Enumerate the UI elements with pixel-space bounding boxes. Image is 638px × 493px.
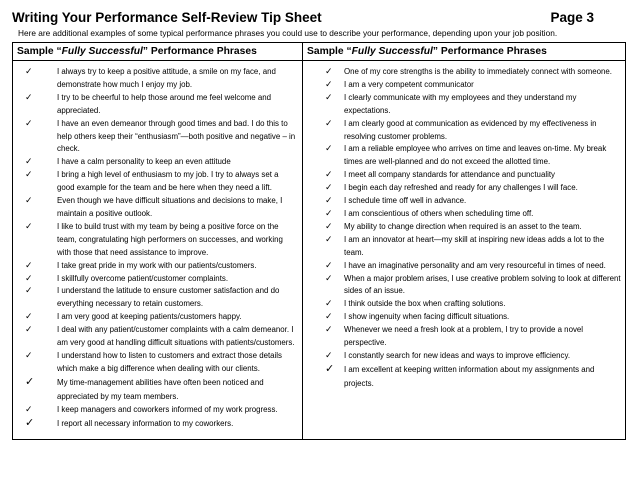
check-mark-icon: ✓: [325, 79, 333, 90]
check-mark-icon: ✓: [25, 286, 33, 297]
check-mark-icon: ✓: [325, 144, 333, 155]
check-mark-icon: ✓: [25, 118, 33, 129]
phrase-text: I have an imaginative personality and am very resourceful in times of need.: [344, 260, 606, 270]
phrase-text: I am a very competent communicator: [344, 79, 474, 89]
check-mark-icon: ✓: [325, 170, 333, 181]
phrase-item: [19, 285, 298, 311]
check-mark-icon: ✓: [325, 221, 333, 232]
right-column: [303, 43, 625, 439]
phrase-item: [325, 195, 623, 208]
phrase-text: One of my core strengths is the ability to immediately connect with someone.: [344, 67, 612, 76]
phrase-text: I have an even demeanor through good times and bad. I do this to help others keep their “enthusiasm”—both positive and negative – in check.: [57, 118, 296, 154]
phrase-item: [19, 404, 298, 417]
check-mark-icon: ✓: [325, 234, 333, 245]
phrase-text: I try to be cheerful to help those around me feel welcome and appreciated.: [57, 92, 272, 115]
phrase-text: I understand how to listen to customers and extract those details which make a big difference when dealing with our clients.: [57, 350, 283, 373]
phrase-text: My ability to change direction when required is an asset to the team.: [344, 221, 582, 231]
phrase-item: [19, 311, 298, 324]
check-mark-icon: ✓: [25, 350, 33, 361]
left-column-heading: Sample “Fully Successful” Performance Phrases: [13, 43, 302, 61]
phrase-item: [19, 156, 298, 169]
check-mark-icon: ✓: [25, 170, 33, 181]
phrase-item: [325, 324, 623, 350]
check-mark-icon: ✓: [25, 415, 35, 429]
phrase-text: I deal with any patient/customer complaints with a calm demeanor. I am very good at handling difficult situations with patients/customers.: [57, 325, 295, 348]
check-mark-icon: ✓: [325, 196, 333, 207]
check-mark-icon: ✓: [325, 260, 333, 271]
phrase-text: I begin each day refreshed and ready for any challenges I will face.: [344, 183, 578, 193]
phrase-item: [325, 92, 623, 118]
phrase-text: I bring a high level of enthusiasm to my job. I try to always set a good example for the team and be here when they need a lift.: [57, 170, 279, 193]
phrase-item: [325, 208, 623, 221]
phrase-item: [19, 221, 298, 260]
check-mark-icon: ✓: [325, 208, 333, 219]
check-mark-icon: ✓: [25, 325, 33, 336]
check-mark-icon: ✓: [25, 157, 33, 168]
phrase-item: [325, 221, 623, 234]
check-mark-icon: ✓: [325, 273, 333, 284]
phrase-item: [325, 363, 623, 391]
phrase-text: I am very good at keeping patients/customers happy.: [57, 312, 242, 322]
check-mark-icon: ✓: [25, 221, 33, 232]
phrase-item: [19, 66, 298, 92]
page-number: Page 3: [550, 10, 594, 25]
phrase-item: [325, 143, 623, 169]
left-column: [13, 43, 303, 439]
phrase-text: I understand the latitude to ensure customer satisfaction and do everything necessary to retain customers.: [57, 286, 280, 309]
check-mark-icon: ✓: [25, 404, 33, 415]
phrase-item: [19, 273, 298, 286]
phrase-text: I always try to keep a positive attitude, a smile on my face, and demonstrate how much I enjoy my job.: [57, 67, 276, 89]
phrase-item: [19, 195, 298, 221]
check-mark-icon: ✓: [25, 312, 33, 323]
phrase-item: [19, 118, 298, 157]
phrase-text: I am conscientious of others when scheduling time off.: [344, 208, 534, 218]
document-subtitle: Here are additional examples of some typical performance phrases you could use to describe your performance, depending upon your job position.: [18, 28, 558, 38]
phrase-text: I report all necessary information to my coworkers.: [57, 418, 234, 428]
phrase-text: I skillfully overcome patient/customer complaints.: [57, 273, 229, 283]
phrase-item: [325, 234, 623, 260]
phrase-text: I like to build trust with my team by being a positive force on the team, congratulating high performers on successes, and working with those that need assistance to improve.: [57, 221, 283, 257]
phrase-text: I think outside the box when crafting solutions.: [344, 299, 506, 309]
phrase-text: I am excellent at keeping written information about my assignments and projects.: [344, 364, 595, 388]
phrase-text: I clearly communicate with my employees and they understand my expectations.: [344, 92, 577, 115]
phrase-text: I am an innovator at heart—my skill at inspiring new ideas adds a lot to the team.: [344, 234, 605, 257]
check-mark-icon: ✓: [25, 260, 33, 271]
phrase-item: [325, 169, 623, 182]
phrase-text: I show ingenuity when facing difficult situations.: [344, 312, 510, 322]
check-mark-icon: ✓: [325, 118, 333, 129]
phrase-text: I meet all company standards for attendance and punctuality: [344, 170, 555, 180]
right-phrase-list: [303, 61, 625, 391]
check-mark-icon: ✓: [325, 92, 333, 103]
check-mark-icon: ✓: [325, 67, 333, 77]
check-mark-icon: ✓: [25, 92, 33, 103]
check-mark-icon: ✓: [325, 312, 333, 323]
phrase-item: [325, 350, 623, 363]
phrase-text: My time-management abilities have often been noticed and appreciated by my team members.: [57, 377, 264, 401]
phrase-item: [19, 324, 298, 350]
phrase-item: [325, 260, 623, 273]
phrase-item: [325, 66, 623, 79]
check-mark-icon: ✓: [25, 196, 33, 207]
left-phrase-list: [13, 61, 302, 431]
phrase-item: [325, 79, 623, 92]
check-mark-icon: ✓: [325, 325, 333, 336]
phrase-item: [325, 182, 623, 195]
phrase-text: I have a calm personality to keep an even attitude: [57, 157, 231, 167]
phrase-item: [325, 298, 623, 311]
phrase-item: [19, 260, 298, 273]
check-mark-icon: ✓: [25, 374, 35, 388]
phrase-item: [19, 350, 298, 376]
check-mark-icon: ✓: [325, 361, 335, 375]
phrase-text: I constantly search for new ideas and ways to improve efficiency.: [344, 350, 571, 360]
phrase-text: I schedule time off well in advance.: [344, 196, 467, 206]
phrase-item: [19, 376, 298, 404]
phrase-text: I am clearly good at communication as evidenced by my effectiveness in resolving customer problems.: [344, 118, 597, 141]
phrase-text: Whenever we need a fresh look at a problem, I try to provide a novel perspective.: [344, 325, 584, 348]
phrase-text: Even though we have difficult situations and decisions to make, I maintain a positive outlook.: [57, 196, 283, 218]
check-mark-icon: ✓: [325, 299, 333, 310]
page-header: [12, 10, 624, 26]
phrase-item: [325, 311, 623, 324]
phrase-text: I take great pride in my work with our patients/customers.: [57, 260, 257, 270]
check-mark-icon: ✓: [325, 350, 333, 361]
phrase-item: [325, 118, 623, 144]
check-mark-icon: ✓: [25, 67, 33, 77]
phrase-item: [19, 169, 298, 195]
phrase-item: [325, 273, 623, 299]
phrase-text: I keep managers and coworkers informed of my work progress.: [57, 404, 278, 414]
check-mark-icon: ✓: [25, 273, 33, 284]
check-mark-icon: ✓: [325, 183, 333, 194]
right-column-heading: Sample “Fully Successful” Performance Phrases: [303, 43, 625, 61]
phrase-item: [19, 92, 298, 118]
phrase-text: I am a reliable employee who arrives on time and leaves on-time. My break times are well-planned and do not exceed the allotted time.: [344, 144, 607, 167]
phrase-item: [19, 417, 298, 431]
document-title: Writing Your Performance Self-Review Tip Sheet: [12, 10, 322, 25]
phrase-text: When a major problem arises, I use creative problem solving to look at different sides of an issue.: [344, 273, 621, 296]
phrases-table: [12, 42, 626, 440]
